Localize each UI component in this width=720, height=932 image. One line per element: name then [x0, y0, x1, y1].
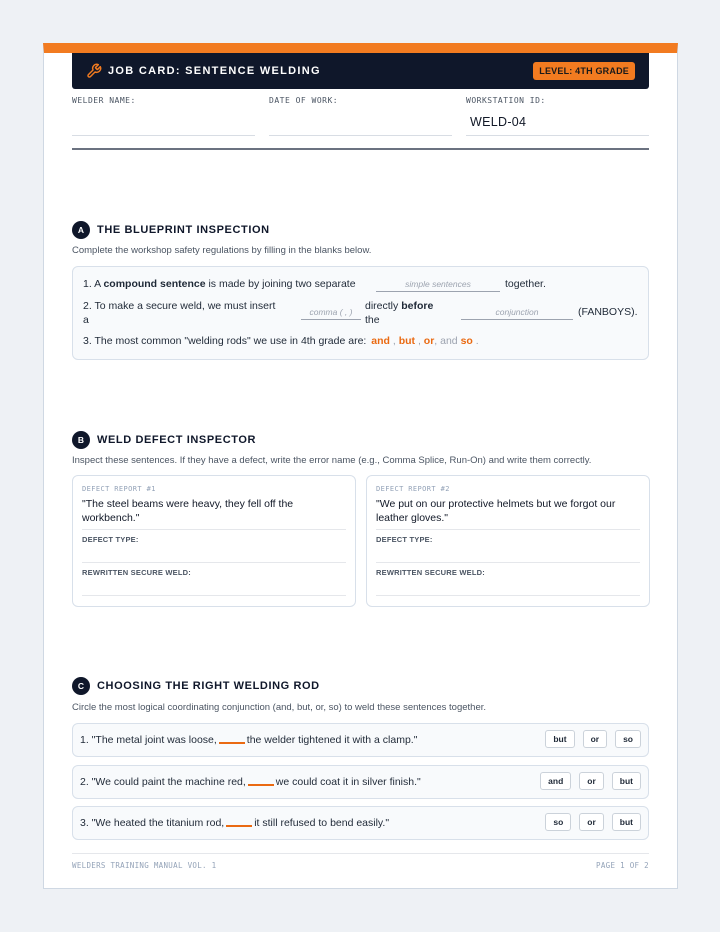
conjunction-options — [545, 813, 641, 831]
option-or-button[interactable]: or — [579, 772, 604, 790]
option-and-button[interactable]: and — [540, 772, 571, 790]
question-end: we could coat it in silver finish." — [275, 776, 421, 788]
blueprint-line-3 — [83, 335, 479, 347]
date-of-work-field[interactable] — [269, 96, 452, 136]
line2-bold-before: before — [401, 300, 434, 312]
workstation-id-field[interactable] — [466, 96, 649, 136]
option-so-button[interactable]: so — [615, 730, 641, 748]
word-and: and — [371, 335, 390, 347]
line1-suffix: together. — [505, 278, 546, 290]
job-card-header — [72, 53, 649, 89]
defect-type-line[interactable] — [376, 562, 640, 563]
divider — [82, 529, 346, 530]
defect-type-label: DEFECT TYPE: — [376, 535, 433, 544]
welder-name-label: WELDER NAME: — [72, 96, 136, 105]
rewrite-line[interactable] — [376, 595, 640, 596]
question-start: 2. "We could paint the machine red, — [80, 776, 246, 788]
section-b-title: WELD DEFECT INSPECTOR — [97, 434, 257, 446]
option-so-button[interactable]: so — [545, 813, 571, 831]
defect-report-label: DEFECT REPORT #2 — [376, 485, 450, 493]
conjunction-options — [540, 772, 641, 790]
defect-report-label: DEFECT REPORT #1 — [82, 485, 156, 493]
blank-simple-sentences[interactable]: simple sentences — [376, 279, 500, 292]
section-a-description: Complete the workshop safety regulations by filling in the blanks below. — [72, 245, 372, 256]
blueprint-line-1 — [83, 278, 356, 290]
section-b-badge: B — [72, 431, 90, 449]
blank-comma[interactable]: comma ( , ) — [301, 307, 361, 320]
footer-page-number: PAGE 1 OF 2 — [596, 861, 649, 870]
level-badge: LEVEL: 4TH GRADE — [533, 62, 635, 80]
info-fields — [72, 96, 649, 136]
comma-2: , — [417, 335, 421, 347]
rewrite-line[interactable] — [82, 595, 346, 596]
blueprint-box — [72, 266, 649, 360]
line1-middle: is made by joining two separate — [205, 278, 356, 290]
question-end: it still refused to bend easily." — [254, 817, 390, 829]
line1-bold-term: compound sentence — [103, 278, 206, 290]
period: . — [475, 335, 479, 347]
conjunction-options — [545, 730, 641, 748]
line2-directly — [365, 300, 433, 312]
section-c-heading — [72, 677, 320, 695]
rewrite-label: REWRITTEN SECURE WELD: — [82, 568, 191, 577]
defect-report-card — [72, 475, 356, 607]
footer-manual-title: WELDERS TRAINING MANUAL VOL. 1 — [72, 861, 217, 870]
workstation-id-value: WELD-04 — [470, 115, 527, 129]
section-c-description: Circle the most logical coordinating conjunction (and, but, or, so) to weld these sentences together. — [72, 702, 487, 713]
blank-conjunction[interactable]: conjunction — [461, 307, 573, 320]
line3-prefix: 3. The most common "welding rods" we use in 4th grade are: — [83, 335, 367, 347]
line2-suffix: (FANBOYS). — [578, 306, 638, 318]
page-title: JOB CARD: SENTENCE WELDING — [108, 65, 321, 77]
defect-type-label: DEFECT TYPE: — [82, 535, 139, 544]
section-a-badge: A — [72, 221, 90, 239]
section-b-description: Inspect these sentences. If they have a defect, write the error name (e.g., Comma Splice, Run-On) and write them correctly. — [72, 455, 592, 466]
line2-prefix-wrap: a — [83, 314, 89, 326]
section-c-badge: C — [72, 677, 90, 695]
workstation-id-label: WORKSTATION ID: — [466, 96, 546, 105]
defect-type-line[interactable] — [82, 562, 346, 563]
question-end: the welder tightened it with a clamp." — [246, 734, 418, 746]
footer-divider — [72, 853, 649, 854]
word-so: so — [460, 335, 473, 347]
defect-quote: "The steel beams were heavy, they fell off the workbench." — [82, 498, 294, 524]
line2-directly-text: directly — [365, 300, 399, 312]
section-c-title: CHOOSING THE RIGHT WELDING ROD — [97, 680, 320, 692]
option-or-button[interactable]: or — [583, 730, 608, 748]
comma-1: , — [392, 335, 396, 347]
line2-the: the — [365, 314, 380, 326]
option-or-button[interactable]: or — [579, 813, 604, 831]
divider — [376, 529, 640, 530]
section-b-heading — [72, 431, 256, 449]
wrench-icon — [86, 63, 102, 79]
question-start: 1. "The metal joint was loose, — [80, 734, 217, 746]
line1-prefix: 1. A — [83, 278, 104, 290]
welder-name-field[interactable] — [72, 96, 255, 136]
answer-gap — [226, 825, 252, 827]
option-but-button[interactable]: but — [545, 730, 574, 748]
worksheet-page — [43, 43, 678, 889]
section-a-title: THE BLUEPRINT INSPECTION — [97, 224, 270, 236]
answer-gap — [219, 742, 245, 744]
word-or: or — [423, 335, 435, 347]
header-divider — [72, 148, 649, 150]
option-but-button[interactable]: but — [612, 772, 641, 790]
rod-question-row — [72, 806, 649, 840]
rewrite-label: REWRITTEN SECURE WELD: — [376, 568, 485, 577]
option-but-button[interactable]: but — [612, 813, 641, 831]
comma-and: , and — [434, 335, 458, 347]
question-start: 3. "We heated the titanium rod, — [80, 817, 225, 829]
answer-gap — [248, 784, 274, 786]
section-a-heading — [72, 221, 270, 239]
date-of-work-label: DATE OF WORK: — [269, 96, 339, 105]
word-but: but — [398, 335, 416, 347]
rod-question-row — [72, 765, 649, 799]
defect-quote: "We put on our protective helmets but we forgot our leather gloves." — [376, 498, 616, 524]
line2-prefix: 2. To make a secure weld, we must insert — [83, 300, 276, 312]
rod-question-row — [72, 723, 649, 757]
defect-report-card — [366, 475, 650, 607]
